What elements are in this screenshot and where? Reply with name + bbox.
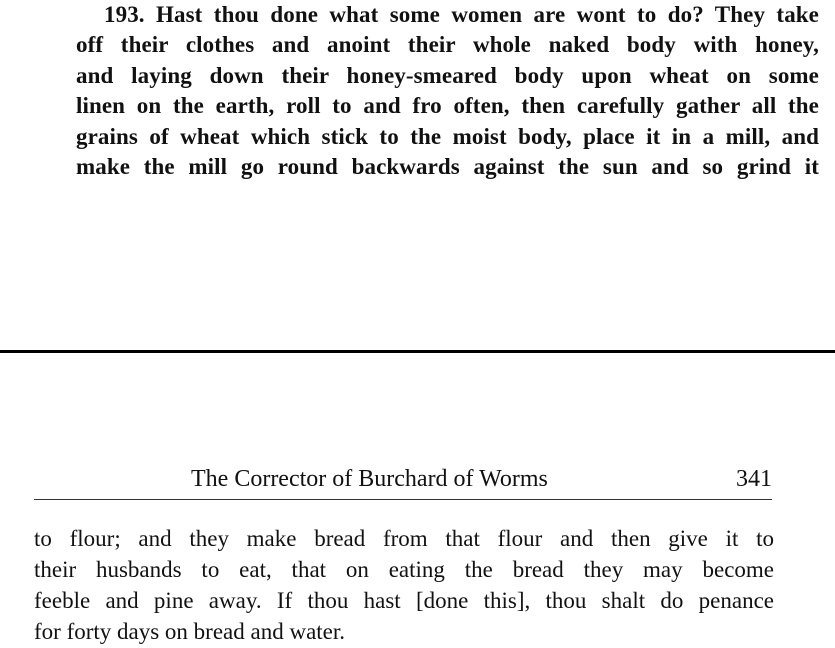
text-line: for forty days on bread and water. [34, 619, 346, 644]
text-line: make the mill go round backwards against the sun and so grind it [76, 154, 819, 180]
text-line: grains of wheat which stick to the moist body, place it in a mill, and [76, 123, 819, 149]
paragraph-continuation [34, 523, 774, 647]
running-head-title: The Corrector of Burchard of Worms [191, 466, 548, 492]
running-head-rule [34, 499, 772, 500]
text-line: off their clothes and anoint their whole naked body with honey, [76, 32, 819, 58]
running-head [34, 462, 772, 496]
text-line: their husbands to eat, that on eating the bread they may become [34, 557, 774, 582]
text-line: and laying down their honey-smeared body upon wheat on some [76, 62, 819, 88]
paragraph-193 [76, 0, 819, 182]
text-line: linen on the earth, roll to and fro often, then carefully gather all the [76, 93, 819, 119]
page-divider [0, 350, 835, 353]
text-line: feeble and pine away. If thou hast [done this], thou shalt do penance [34, 588, 774, 613]
text-line: to flour; and they make bread from that flour and then give it to [34, 526, 774, 551]
text-line: 193. Hast thou done what some women are wont to do? They take [104, 2, 819, 27]
page-number: 341 [736, 466, 772, 492]
